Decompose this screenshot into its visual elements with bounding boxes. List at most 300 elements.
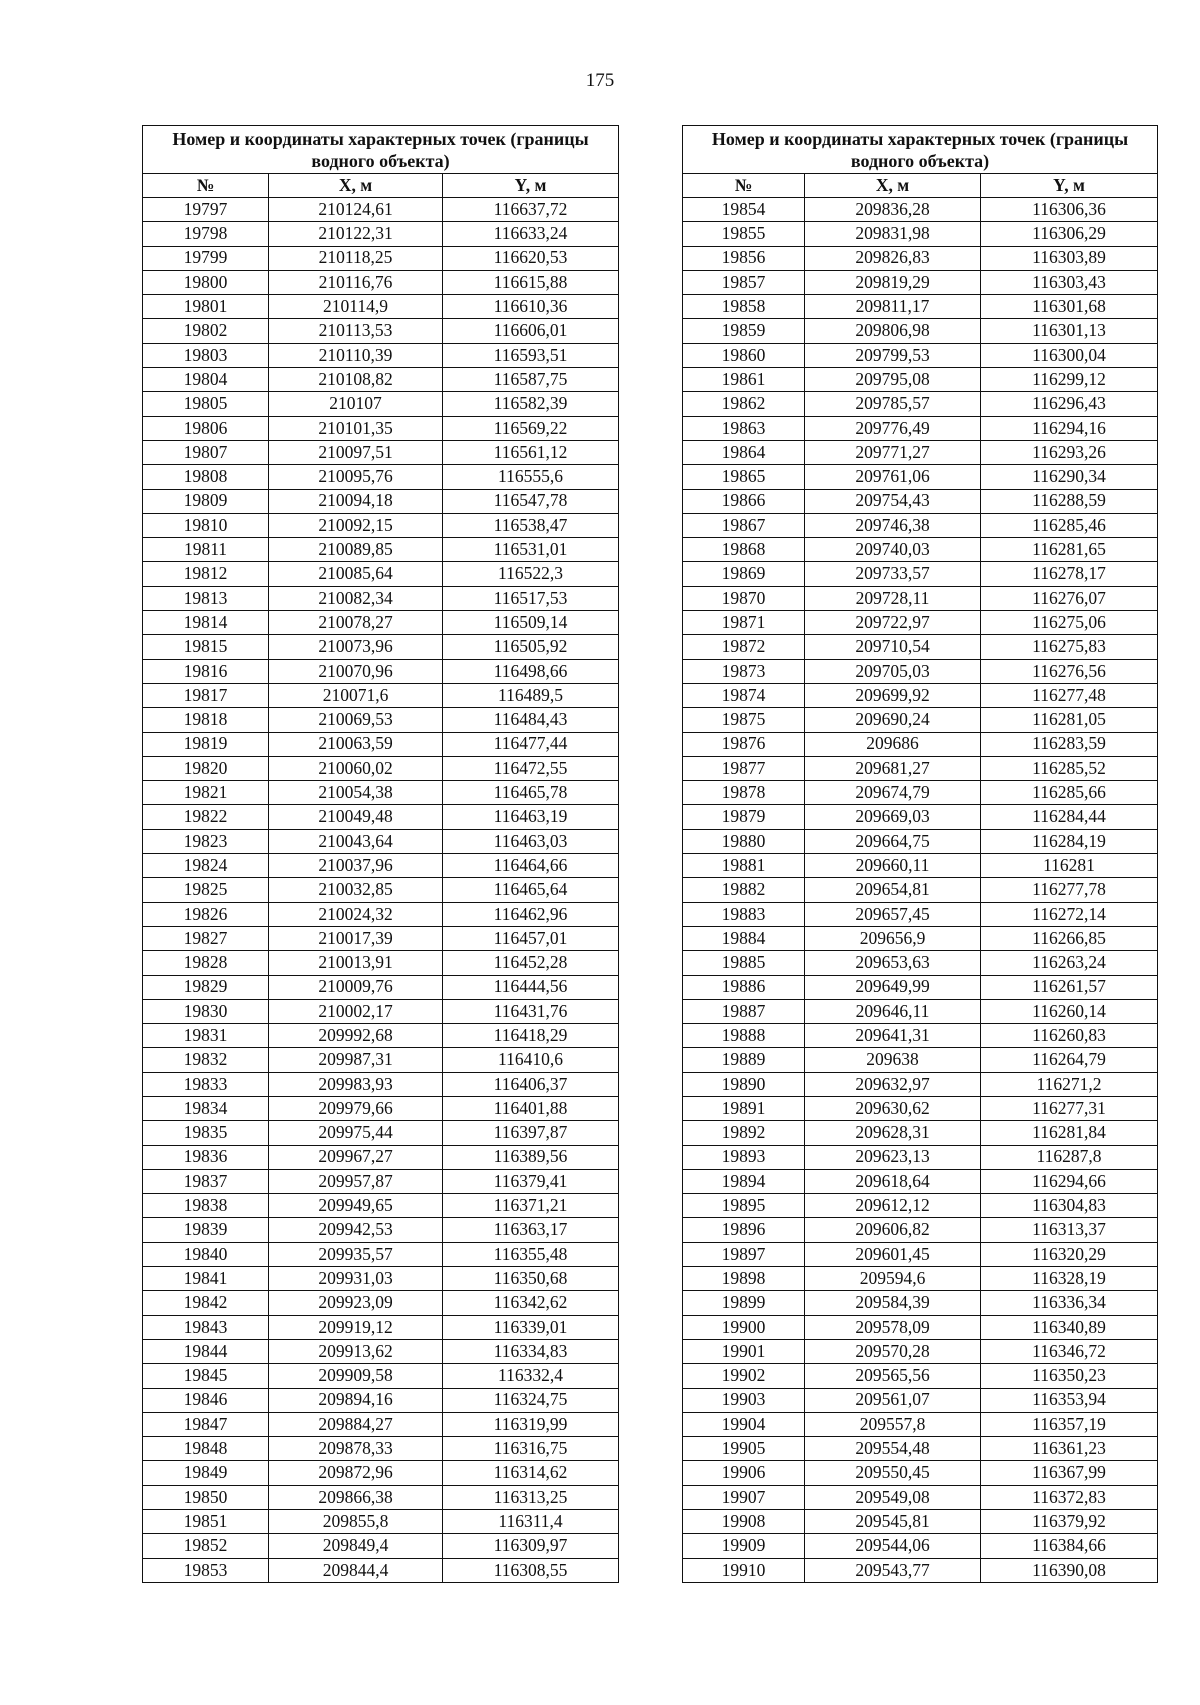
y-coordinate-cell: 116277,48: [981, 683, 1158, 707]
x-coordinate-cell: 209628,31: [805, 1121, 981, 1145]
point-number-cell: 19863: [683, 416, 805, 440]
y-coordinate-cell: 116281,05: [981, 708, 1158, 732]
x-coordinate-cell: 209754,43: [805, 489, 981, 513]
x-coordinate-cell: 210124,61: [269, 198, 443, 222]
table-row: [683, 1048, 1158, 1072]
table-row: [683, 926, 1158, 950]
point-number-cell: 19842: [143, 1291, 269, 1315]
table-row: [683, 1461, 1158, 1485]
point-number-cell: 19891: [683, 1096, 805, 1120]
y-coordinate-cell: 116379,92: [981, 1510, 1158, 1534]
x-coordinate-cell: 210002,17: [269, 999, 443, 1023]
table-row: [143, 489, 619, 513]
table-row: [683, 781, 1158, 805]
point-number-cell: 19880: [683, 829, 805, 853]
x-coordinate-cell: 209975,44: [269, 1121, 443, 1145]
table-row: [143, 854, 619, 878]
x-coordinate-cell: 209656,9: [805, 926, 981, 950]
table-row: [143, 1339, 619, 1363]
x-coordinate-cell: 210116,76: [269, 270, 443, 294]
point-number-cell: 19909: [683, 1534, 805, 1558]
y-coordinate-cell: 116593,51: [443, 343, 619, 367]
x-coordinate-cell: 210013,91: [269, 951, 443, 975]
table-row: [143, 999, 619, 1023]
table-row: [143, 1510, 619, 1534]
y-coordinate-cell: 116334,83: [443, 1339, 619, 1363]
x-coordinate-cell: 209544,06: [805, 1534, 981, 1558]
x-coordinate-cell: 210094,18: [269, 489, 443, 513]
point-number-cell: 19885: [683, 951, 805, 975]
point-number-cell: 19797: [143, 198, 269, 222]
table-row: [683, 1510, 1158, 1534]
point-number-cell: 19843: [143, 1315, 269, 1339]
x-coordinate-cell: 209884,27: [269, 1412, 443, 1436]
table-row: [683, 1558, 1158, 1582]
y-coordinate-cell: 116313,37: [981, 1218, 1158, 1242]
x-coordinate-cell: 210078,27: [269, 611, 443, 635]
table-row: [143, 1412, 619, 1436]
table-row: [683, 1072, 1158, 1096]
y-coordinate-cell: 116272,14: [981, 902, 1158, 926]
y-coordinate-cell: 116582,39: [443, 392, 619, 416]
x-coordinate-cell: 210114,9: [269, 295, 443, 319]
x-coordinate-cell: 209866,38: [269, 1485, 443, 1509]
table-row: [143, 611, 619, 635]
y-coordinate-cell: 116505,92: [443, 635, 619, 659]
table-row: [143, 562, 619, 586]
point-number-cell: 19894: [683, 1169, 805, 1193]
point-number-cell: 19830: [143, 999, 269, 1023]
table-row: [683, 1534, 1158, 1558]
point-number-cell: 19892: [683, 1121, 805, 1145]
point-number-cell: 19902: [683, 1364, 805, 1388]
point-number-cell: 19827: [143, 926, 269, 950]
point-number-cell: 19857: [683, 270, 805, 294]
y-coordinate-cell: 116300,04: [981, 343, 1158, 367]
y-coordinate-cell: 116314,62: [443, 1461, 619, 1485]
x-coordinate-cell: 210070,96: [269, 659, 443, 683]
point-number-cell: 19803: [143, 343, 269, 367]
point-number-cell: 19858: [683, 295, 805, 319]
table-row: [683, 902, 1158, 926]
point-number-cell: 19845: [143, 1364, 269, 1388]
point-number-cell: 19850: [143, 1485, 269, 1509]
point-number-cell: 19903: [683, 1388, 805, 1412]
table-row: [683, 295, 1158, 319]
table-row: [143, 878, 619, 902]
table-row: [683, 562, 1158, 586]
table-row: [683, 1145, 1158, 1169]
y-coordinate-cell: 116615,88: [443, 270, 619, 294]
y-coordinate-cell: 116538,47: [443, 513, 619, 537]
table-row: [143, 513, 619, 537]
table-row: [143, 198, 619, 222]
y-coordinate-cell: 116281: [981, 854, 1158, 878]
y-coordinate-cell: 116587,75: [443, 368, 619, 392]
x-coordinate-cell: 209584,39: [805, 1291, 981, 1315]
x-coordinate-cell: 209660,11: [805, 854, 981, 878]
table-row: [683, 683, 1158, 707]
y-coordinate-cell: 116294,66: [981, 1169, 1158, 1193]
x-coordinate-cell: 210108,82: [269, 368, 443, 392]
table-row: [143, 392, 619, 416]
y-coordinate-cell: 116355,48: [443, 1242, 619, 1266]
point-number-cell: 19831: [143, 1024, 269, 1048]
point-number-cell: 19844: [143, 1339, 269, 1363]
y-coordinate-cell: 116285,66: [981, 781, 1158, 805]
x-coordinate-cell: 210110,39: [269, 343, 443, 367]
point-number-cell: 19908: [683, 1510, 805, 1534]
column-header-x: X, м: [805, 174, 981, 198]
point-number-cell: 19810: [143, 513, 269, 537]
table-row: [143, 635, 619, 659]
y-coordinate-cell: 116311,4: [443, 1510, 619, 1534]
y-coordinate-cell: 116498,66: [443, 659, 619, 683]
y-coordinate-cell: 116260,83: [981, 1024, 1158, 1048]
table-row: [143, 1485, 619, 1509]
y-coordinate-cell: 116569,22: [443, 416, 619, 440]
x-coordinate-cell: 210082,34: [269, 586, 443, 610]
table-row: [683, 1364, 1158, 1388]
y-coordinate-cell: 116406,37: [443, 1072, 619, 1096]
table-row: [683, 611, 1158, 635]
y-coordinate-cell: 116293,26: [981, 440, 1158, 464]
x-coordinate-cell: 209699,92: [805, 683, 981, 707]
y-coordinate-cell: 116472,55: [443, 756, 619, 780]
table-body: [683, 198, 1158, 1583]
y-coordinate-cell: 116275,83: [981, 635, 1158, 659]
point-number-cell: 19907: [683, 1485, 805, 1509]
y-coordinate-cell: 116303,89: [981, 246, 1158, 270]
point-number-cell: 19879: [683, 805, 805, 829]
y-coordinate-cell: 116309,97: [443, 1534, 619, 1558]
table-row: [143, 1121, 619, 1145]
point-number-cell: 19869: [683, 562, 805, 586]
point-number-cell: 19865: [683, 465, 805, 489]
point-number-cell: 19871: [683, 611, 805, 635]
x-coordinate-cell: 209836,28: [805, 198, 981, 222]
x-coordinate-cell: 209844,4: [269, 1558, 443, 1582]
column-header-number: №: [683, 174, 805, 198]
table-row: [143, 368, 619, 392]
column-header-y: Y, м: [443, 174, 619, 198]
y-coordinate-cell: 116463,03: [443, 829, 619, 853]
x-coordinate-cell: 209601,45: [805, 1242, 981, 1266]
table-row: [143, 1388, 619, 1412]
table-row: [143, 440, 619, 464]
point-number-cell: 19820: [143, 756, 269, 780]
point-number-cell: 19812: [143, 562, 269, 586]
point-number-cell: 19806: [143, 416, 269, 440]
x-coordinate-cell: 209949,65: [269, 1194, 443, 1218]
point-number-cell: 19906: [683, 1461, 805, 1485]
table-row: [683, 854, 1158, 878]
x-coordinate-cell: 210092,15: [269, 513, 443, 537]
x-coordinate-cell: 209806,98: [805, 319, 981, 343]
point-number-cell: 19836: [143, 1145, 269, 1169]
y-coordinate-cell: 116465,78: [443, 781, 619, 805]
table-row: [683, 756, 1158, 780]
table-row: [143, 683, 619, 707]
point-number-cell: 19841: [143, 1267, 269, 1291]
y-coordinate-cell: 116342,62: [443, 1291, 619, 1315]
y-coordinate-cell: 116346,72: [981, 1339, 1158, 1363]
table-row: [143, 343, 619, 367]
x-coordinate-cell: 209831,98: [805, 222, 981, 246]
x-coordinate-cell: 209570,28: [805, 1339, 981, 1363]
point-number-cell: 19809: [143, 489, 269, 513]
y-coordinate-cell: 116397,87: [443, 1121, 619, 1145]
x-coordinate-cell: 209606,82: [805, 1218, 981, 1242]
table-row: [143, 951, 619, 975]
y-coordinate-cell: 116277,78: [981, 878, 1158, 902]
table-row: [683, 222, 1158, 246]
x-coordinate-cell: 209819,29: [805, 270, 981, 294]
y-coordinate-cell: 116463,19: [443, 805, 619, 829]
point-number-cell: 19852: [143, 1534, 269, 1558]
table-row: [683, 1291, 1158, 1315]
y-coordinate-cell: 116275,06: [981, 611, 1158, 635]
y-coordinate-cell: 116276,07: [981, 586, 1158, 610]
point-number-cell: 19884: [683, 926, 805, 950]
x-coordinate-cell: 209578,09: [805, 1315, 981, 1339]
table-row: [143, 416, 619, 440]
point-number-cell: 19851: [143, 1510, 269, 1534]
x-coordinate-cell: 209618,64: [805, 1169, 981, 1193]
y-coordinate-cell: 116372,83: [981, 1485, 1158, 1509]
y-coordinate-cell: 116379,41: [443, 1169, 619, 1193]
point-number-cell: 19832: [143, 1048, 269, 1072]
y-coordinate-cell: 116561,12: [443, 440, 619, 464]
point-number-cell: 19824: [143, 854, 269, 878]
x-coordinate-cell: 210095,76: [269, 465, 443, 489]
point-number-cell: 19811: [143, 538, 269, 562]
point-number-cell: 19834: [143, 1096, 269, 1120]
y-coordinate-cell: 116361,23: [981, 1437, 1158, 1461]
y-coordinate-cell: 116290,34: [981, 465, 1158, 489]
point-number-cell: 19823: [143, 829, 269, 853]
y-coordinate-cell: 116336,34: [981, 1291, 1158, 1315]
x-coordinate-cell: 209795,08: [805, 368, 981, 392]
table-row: [683, 999, 1158, 1023]
y-coordinate-cell: 116278,17: [981, 562, 1158, 586]
table-row: [143, 1461, 619, 1485]
y-coordinate-cell: 116452,28: [443, 951, 619, 975]
x-coordinate-cell: 210054,38: [269, 781, 443, 805]
x-coordinate-cell: 209646,11: [805, 999, 981, 1023]
x-coordinate-cell: 209549,08: [805, 1485, 981, 1509]
y-coordinate-cell: 116332,4: [443, 1364, 619, 1388]
point-number-cell: 19856: [683, 246, 805, 270]
y-coordinate-cell: 116285,52: [981, 756, 1158, 780]
point-number-cell: 19855: [683, 222, 805, 246]
table-row: [143, 1534, 619, 1558]
x-coordinate-cell: 209664,75: [805, 829, 981, 853]
x-coordinate-cell: 209557,8: [805, 1412, 981, 1436]
table-row: [143, 1194, 619, 1218]
x-coordinate-cell: 209811,17: [805, 295, 981, 319]
y-coordinate-cell: 116418,29: [443, 1024, 619, 1048]
y-coordinate-cell: 116281,65: [981, 538, 1158, 562]
point-number-cell: 19861: [683, 368, 805, 392]
table-row: [143, 1315, 619, 1339]
table-row: [683, 1218, 1158, 1242]
table-row: [143, 1291, 619, 1315]
point-number-cell: 19877: [683, 756, 805, 780]
table-row: [143, 902, 619, 926]
x-coordinate-cell: 210069,53: [269, 708, 443, 732]
y-coordinate-cell: 116288,59: [981, 489, 1158, 513]
table-row: [143, 756, 619, 780]
y-coordinate-cell: 116276,56: [981, 659, 1158, 683]
x-coordinate-cell: 210089,85: [269, 538, 443, 562]
x-coordinate-cell: 209855,8: [269, 1510, 443, 1534]
point-number-cell: 19813: [143, 586, 269, 610]
y-coordinate-cell: 116465,64: [443, 878, 619, 902]
x-coordinate-cell: 210101,35: [269, 416, 443, 440]
point-number-cell: 19888: [683, 1024, 805, 1048]
table-row: [143, 805, 619, 829]
point-number-cell: 19864: [683, 440, 805, 464]
table-row: [143, 1558, 619, 1582]
y-coordinate-cell: 116390,08: [981, 1558, 1158, 1582]
y-coordinate-cell: 116547,78: [443, 489, 619, 513]
table-row: [683, 1096, 1158, 1120]
table-row: [683, 829, 1158, 853]
point-number-cell: 19899: [683, 1291, 805, 1315]
y-coordinate-cell: 116266,85: [981, 926, 1158, 950]
y-coordinate-cell: 116620,53: [443, 246, 619, 270]
table-row: [143, 1437, 619, 1461]
table-row: [143, 926, 619, 950]
table-row: [683, 343, 1158, 367]
point-number-cell: 19848: [143, 1437, 269, 1461]
x-coordinate-cell: 209983,93: [269, 1072, 443, 1096]
table-row: [683, 392, 1158, 416]
y-coordinate-cell: 116606,01: [443, 319, 619, 343]
point-number-cell: 19872: [683, 635, 805, 659]
table-row: [143, 1048, 619, 1072]
table-row: [143, 732, 619, 756]
point-number-cell: 19876: [683, 732, 805, 756]
x-coordinate-cell: 209987,31: [269, 1048, 443, 1072]
x-coordinate-cell: 209681,27: [805, 756, 981, 780]
x-coordinate-cell: 209992,68: [269, 1024, 443, 1048]
point-number-cell: 19847: [143, 1412, 269, 1436]
point-number-cell: 19905: [683, 1437, 805, 1461]
point-number-cell: 19814: [143, 611, 269, 635]
y-coordinate-cell: 116350,68: [443, 1267, 619, 1291]
point-number-cell: 19860: [683, 343, 805, 367]
y-coordinate-cell: 116484,43: [443, 708, 619, 732]
point-number-cell: 19798: [143, 222, 269, 246]
x-coordinate-cell: 210063,59: [269, 732, 443, 756]
table-row: [683, 878, 1158, 902]
point-number-cell: 19846: [143, 1388, 269, 1412]
y-coordinate-cell: 116457,01: [443, 926, 619, 950]
table-row: [683, 198, 1158, 222]
y-coordinate-cell: 116350,23: [981, 1364, 1158, 1388]
point-number-cell: 19821: [143, 781, 269, 805]
point-number-cell: 19881: [683, 854, 805, 878]
x-coordinate-cell: 209771,27: [805, 440, 981, 464]
point-number-cell: 19862: [683, 392, 805, 416]
point-number-cell: 19886: [683, 975, 805, 999]
point-number-cell: 19815: [143, 635, 269, 659]
y-coordinate-cell: 116477,44: [443, 732, 619, 756]
point-number-cell: 19853: [143, 1558, 269, 1582]
point-number-cell: 19822: [143, 805, 269, 829]
point-number-cell: 19837: [143, 1169, 269, 1193]
table-row: [683, 246, 1158, 270]
x-coordinate-cell: 209942,53: [269, 1218, 443, 1242]
point-number-cell: 19887: [683, 999, 805, 1023]
x-coordinate-cell: 209979,66: [269, 1096, 443, 1120]
x-coordinate-cell: 210060,02: [269, 756, 443, 780]
y-coordinate-cell: 116389,56: [443, 1145, 619, 1169]
y-coordinate-cell: 116264,79: [981, 1048, 1158, 1072]
point-number-cell: 19818: [143, 708, 269, 732]
table-row: [143, 1218, 619, 1242]
y-coordinate-cell: 116555,6: [443, 465, 619, 489]
table-row: [683, 805, 1158, 829]
x-coordinate-cell: 209909,58: [269, 1364, 443, 1388]
y-coordinate-cell: 116324,75: [443, 1388, 619, 1412]
table-row: [143, 781, 619, 805]
point-number-cell: 19898: [683, 1267, 805, 1291]
y-coordinate-cell: 116517,53: [443, 586, 619, 610]
x-coordinate-cell: 209632,97: [805, 1072, 981, 1096]
point-number-cell: 19849: [143, 1461, 269, 1485]
point-number-cell: 19819: [143, 732, 269, 756]
y-coordinate-cell: 116522,3: [443, 562, 619, 586]
table-row: [143, 1267, 619, 1291]
x-coordinate-cell: 209799,53: [805, 343, 981, 367]
point-number-cell: 19866: [683, 489, 805, 513]
y-coordinate-cell: 116306,36: [981, 198, 1158, 222]
point-number-cell: 19878: [683, 781, 805, 805]
point-number-cell: 19828: [143, 951, 269, 975]
table-row: [683, 465, 1158, 489]
point-number-cell: 19808: [143, 465, 269, 489]
x-coordinate-cell: 209923,09: [269, 1291, 443, 1315]
x-coordinate-cell: 210107: [269, 392, 443, 416]
table-row: [683, 732, 1158, 756]
point-number-cell: 19854: [683, 198, 805, 222]
x-coordinate-cell: 210032,85: [269, 878, 443, 902]
point-number-cell: 19901: [683, 1339, 805, 1363]
y-coordinate-cell: 116339,01: [443, 1315, 619, 1339]
table-header: Номер и координаты характерных точек (границы водного объекта): [143, 126, 619, 174]
x-coordinate-cell: 210113,53: [269, 319, 443, 343]
table-row: [143, 975, 619, 999]
table-header: Номер и координаты характерных точек (границы водного объекта): [683, 126, 1158, 174]
point-number-cell: 19910: [683, 1558, 805, 1582]
table-body: [143, 198, 619, 1583]
y-coordinate-cell: 116284,19: [981, 829, 1158, 853]
point-number-cell: 19882: [683, 878, 805, 902]
y-coordinate-cell: 116462,96: [443, 902, 619, 926]
table-row: [143, 222, 619, 246]
x-coordinate-cell: 209761,06: [805, 465, 981, 489]
point-number-cell: 19904: [683, 1412, 805, 1436]
x-coordinate-cell: 209722,97: [805, 611, 981, 635]
x-coordinate-cell: 209623,13: [805, 1145, 981, 1169]
y-coordinate-cell: 116431,76: [443, 999, 619, 1023]
table-row: [683, 659, 1158, 683]
point-number-cell: 19840: [143, 1242, 269, 1266]
table-row: [683, 368, 1158, 392]
